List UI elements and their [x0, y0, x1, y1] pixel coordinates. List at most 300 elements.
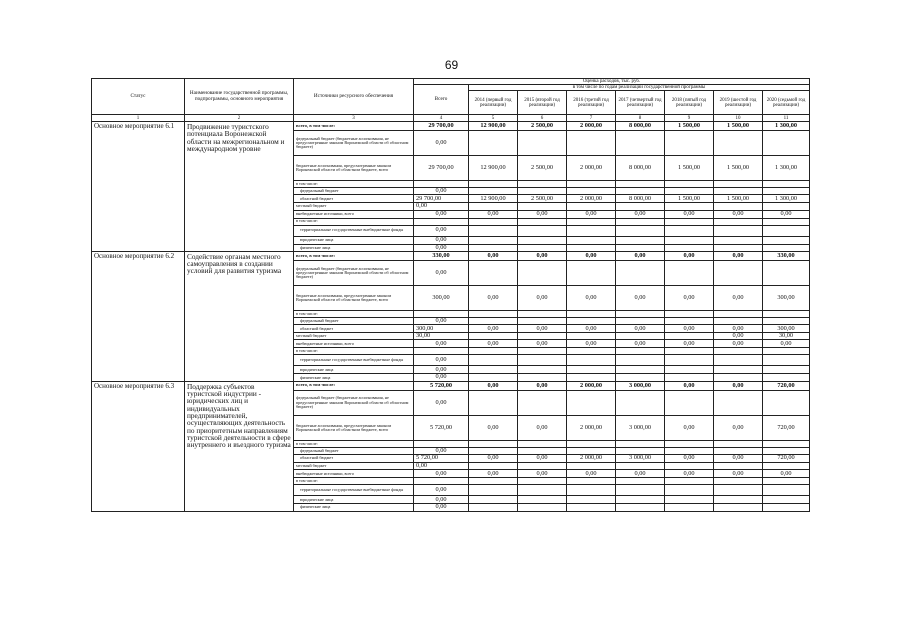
year-value [714, 374, 763, 381]
column-numbers-row [92, 115, 810, 122]
year-value [567, 181, 616, 188]
year-value [567, 366, 616, 374]
year-value [518, 244, 567, 251]
year-value [567, 355, 616, 366]
funding-source: федеральный бюджет [294, 188, 414, 195]
year-value [665, 181, 714, 188]
year-value [469, 203, 518, 210]
year-value [763, 348, 810, 355]
year-value: 0,00 [616, 470, 665, 478]
total-value: 0,00 [414, 260, 469, 285]
header-year: 2017 (четвертый год реализации) [616, 91, 665, 115]
year-value: 0,00 [616, 325, 665, 333]
section-status: Основное мероприятие 6.3 [92, 381, 185, 511]
total-value [414, 348, 469, 355]
total-value: 0,00 [414, 244, 469, 251]
funding-source: внебюджетные источники, всего [294, 470, 414, 478]
year-value [714, 485, 763, 496]
year-value [763, 225, 810, 236]
year-value [518, 218, 567, 225]
year-value: 0,00 [567, 340, 616, 348]
funding-source: в том числе: [294, 218, 414, 225]
funding-source: территориальные государственные внебюджетные фонды [294, 485, 414, 496]
total-value: 0,00 [414, 210, 469, 218]
year-value: 300,00 [763, 325, 810, 333]
year-value [714, 236, 763, 244]
header-program-name: Наименование государственной программы, подпрограммы, основного мероприятия [185, 79, 294, 115]
table-row [92, 251, 810, 260]
year-value [763, 203, 810, 210]
total-value: 5 720,00 [414, 415, 469, 440]
year-value: 0,00 [714, 415, 763, 440]
year-value [665, 440, 714, 447]
year-value: 2 000,00 [567, 156, 616, 181]
funding-source: физические лица [294, 244, 414, 251]
year-value: 0,00 [665, 415, 714, 440]
funding-source: юридические лица [294, 496, 414, 504]
year-value [763, 366, 810, 374]
section-status: Основное мероприятие 6.2 [92, 251, 185, 381]
year-value: 0,00 [665, 285, 714, 310]
year-value [714, 131, 763, 156]
year-value [567, 447, 616, 454]
year-value: 0,00 [714, 470, 763, 478]
column-number: 7 [567, 115, 616, 122]
year-value [469, 390, 518, 415]
year-value: 0,00 [714, 381, 763, 390]
year-value: 2 000,00 [567, 195, 616, 203]
year-value [763, 478, 810, 485]
total-value: 5 720,00 [414, 455, 469, 463]
year-value: 0,00 [714, 340, 763, 348]
year-value: 8 000,00 [616, 156, 665, 181]
funding-source: в том числе: [294, 440, 414, 447]
year-value [567, 440, 616, 447]
year-value [518, 496, 567, 504]
funding-source: физические лица [294, 374, 414, 381]
section-name: Содействие органам местного самоуправления в создании условий для развития туризма [185, 251, 294, 381]
year-value [616, 333, 665, 340]
total-value: 0,00 [414, 496, 469, 504]
year-value [616, 244, 665, 251]
year-value [469, 463, 518, 470]
column-number: 4 [414, 115, 469, 122]
year-value: 0,00 [518, 285, 567, 310]
year-value [518, 348, 567, 355]
funding-source: областной бюджет [294, 325, 414, 333]
year-value: 0,00 [518, 210, 567, 218]
year-value [665, 504, 714, 511]
year-value [469, 181, 518, 188]
funding-source: всего, в том числе: [294, 381, 414, 390]
year-value: 0,00 [518, 415, 567, 440]
year-value [469, 188, 518, 195]
year-value [616, 260, 665, 285]
year-value [763, 374, 810, 381]
year-value [616, 181, 665, 188]
funding-source: областной бюджет [294, 455, 414, 463]
year-value: 0,00 [714, 333, 763, 340]
year-value [616, 447, 665, 454]
year-value [665, 131, 714, 156]
total-value [414, 310, 469, 317]
year-value [665, 203, 714, 210]
year-value [469, 244, 518, 251]
year-value [567, 348, 616, 355]
year-value [616, 203, 665, 210]
year-value: 300,00 [763, 285, 810, 310]
year-value [665, 366, 714, 374]
total-value: 330,00 [414, 251, 469, 260]
year-value [567, 390, 616, 415]
year-value: 720,00 [763, 455, 810, 463]
total-value: 29 700,00 [414, 156, 469, 181]
year-value [714, 447, 763, 454]
year-value [665, 260, 714, 285]
year-value: 0,00 [518, 325, 567, 333]
column-number: 9 [665, 115, 714, 122]
funding-source: федеральный бюджет (бюджетные ассигнования, не предусмотренные законом Воронежской области об областном бюджете) [294, 260, 414, 285]
year-value [714, 218, 763, 225]
total-value: 0,00 [414, 131, 469, 156]
year-value [616, 390, 665, 415]
year-value: 0,00 [469, 470, 518, 478]
year-value: 8 000,00 [616, 195, 665, 203]
year-value: 0,00 [518, 251, 567, 260]
year-value [665, 333, 714, 340]
year-value: 2 000,00 [567, 381, 616, 390]
year-value: 0,00 [763, 210, 810, 218]
column-number: 10 [714, 115, 763, 122]
year-value: 0,00 [665, 251, 714, 260]
funding-source: местный бюджет [294, 203, 414, 210]
year-value [763, 496, 810, 504]
funding-source: всего, в том числе: [294, 122, 414, 131]
year-value [469, 478, 518, 485]
year-value: 0,00 [616, 340, 665, 348]
year-value [616, 463, 665, 470]
year-value: 0,00 [714, 210, 763, 218]
year-value [616, 374, 665, 381]
year-value [469, 496, 518, 504]
year-value [469, 366, 518, 374]
year-value [665, 225, 714, 236]
year-value: 720,00 [763, 415, 810, 440]
year-value: 0,00 [567, 470, 616, 478]
total-value [414, 478, 469, 485]
year-value [567, 203, 616, 210]
section-name: Продвижение туристского потенциала Воронежской области на межрегиональном и международном уровне [185, 122, 294, 252]
year-value: 0,00 [567, 285, 616, 310]
year-value [518, 440, 567, 447]
year-value [469, 447, 518, 454]
year-value [714, 181, 763, 188]
year-value [469, 348, 518, 355]
total-value: 0,00 [414, 374, 469, 381]
year-value [665, 310, 714, 317]
funding-source: внебюджетные источники, всего [294, 210, 414, 218]
year-value: 1 500,00 [665, 156, 714, 181]
year-value [763, 355, 810, 366]
year-value [616, 310, 665, 317]
year-value [665, 496, 714, 504]
year-value [714, 366, 763, 374]
total-value: 0,00 [414, 317, 469, 324]
year-value [469, 310, 518, 317]
year-value [518, 310, 567, 317]
year-value: 0,00 [469, 415, 518, 440]
year-value [714, 478, 763, 485]
year-value [616, 355, 665, 366]
year-value [665, 478, 714, 485]
year-value [665, 485, 714, 496]
year-value: 12 900,00 [469, 195, 518, 203]
year-value: 0,00 [763, 470, 810, 478]
page-number: 69 [444, 58, 459, 72]
total-value: 29 700,00 [414, 122, 469, 131]
year-value: 0,00 [518, 470, 567, 478]
year-value [518, 131, 567, 156]
year-value [763, 244, 810, 251]
year-value [518, 463, 567, 470]
year-value [518, 504, 567, 511]
year-value [763, 260, 810, 285]
year-value [567, 131, 616, 156]
total-value [414, 440, 469, 447]
year-value: 8 000,00 [616, 122, 665, 131]
funding-source: местный бюджет [294, 463, 414, 470]
year-value [469, 131, 518, 156]
year-value [567, 244, 616, 251]
funding-source: местный бюджет [294, 333, 414, 340]
year-value [567, 478, 616, 485]
total-value: 30,00 [414, 333, 469, 340]
total-value: 0,00 [414, 203, 469, 210]
year-value: 0,00 [567, 325, 616, 333]
year-value [567, 236, 616, 244]
year-value [714, 310, 763, 317]
year-value: 3 000,00 [616, 415, 665, 440]
year-value [567, 188, 616, 195]
year-value [518, 317, 567, 324]
year-value [714, 355, 763, 366]
year-value: 0,00 [665, 210, 714, 218]
funding-source: бюджетные ассигнования, предусмотренные законом Воронежской области об областном бюджете, всего [294, 415, 414, 440]
year-value [616, 188, 665, 195]
year-value: 0,00 [518, 381, 567, 390]
year-value [763, 236, 810, 244]
column-number: 11 [763, 115, 810, 122]
funding-source: внебюджетные источники, всего [294, 340, 414, 348]
year-value [665, 390, 714, 415]
year-value [616, 504, 665, 511]
year-value: 0,00 [469, 381, 518, 390]
year-value [665, 244, 714, 251]
year-value [567, 496, 616, 504]
year-value [763, 218, 810, 225]
year-value: 0,00 [469, 340, 518, 348]
year-value [567, 485, 616, 496]
column-number: 8 [616, 115, 665, 122]
year-value: 1 300,00 [763, 122, 810, 131]
year-value: 3 000,00 [616, 455, 665, 463]
year-value: 0,00 [567, 251, 616, 260]
year-value: 2 000,00 [567, 415, 616, 440]
year-value [763, 188, 810, 195]
year-value [714, 440, 763, 447]
total-value: 0,00 [414, 188, 469, 195]
year-value [665, 188, 714, 195]
year-value [518, 355, 567, 366]
year-value: 0,00 [665, 325, 714, 333]
year-value: 0,00 [714, 325, 763, 333]
funding-source: юридические лица [294, 366, 414, 374]
funding-source: федеральный бюджет [294, 447, 414, 454]
year-value [665, 317, 714, 324]
year-value [616, 218, 665, 225]
header-year: 2014 (первый год реализации) [469, 91, 518, 115]
year-value [665, 355, 714, 366]
year-value [567, 310, 616, 317]
funding-source: в том числе: [294, 181, 414, 188]
year-value [714, 203, 763, 210]
year-value [518, 236, 567, 244]
year-value [567, 463, 616, 470]
funding-source: бюджетные ассигнования, предусмотренные законом Воронежской области об областном бюджете, всего [294, 285, 414, 310]
year-value: 1 500,00 [714, 195, 763, 203]
funding-source: юридические лица [294, 236, 414, 244]
year-value [616, 236, 665, 244]
funding-source: физические лица [294, 504, 414, 511]
year-value [665, 218, 714, 225]
funding-source: бюджетные ассигнования, предусмотренные законом Воронежской области об областном бюджете, всего [294, 156, 414, 181]
funding-source: территориальные государственные внебюджетные фонды [294, 225, 414, 236]
header-year: 2018 (пятый год реализации) [665, 91, 714, 115]
year-value [763, 310, 810, 317]
year-value: 1 500,00 [714, 156, 763, 181]
year-value [714, 504, 763, 511]
year-value [763, 181, 810, 188]
year-value [714, 260, 763, 285]
year-value [763, 131, 810, 156]
year-value [616, 348, 665, 355]
year-value [469, 374, 518, 381]
total-value: 0,00 [414, 447, 469, 454]
year-value [518, 390, 567, 415]
year-value [714, 225, 763, 236]
funding-source: в том числе: [294, 348, 414, 355]
column-number: 6 [518, 115, 567, 122]
year-value [567, 218, 616, 225]
total-value: 0,00 [414, 390, 469, 415]
year-value: 1 500,00 [714, 122, 763, 131]
year-value [518, 260, 567, 285]
year-value: 0,00 [469, 455, 518, 463]
year-value [469, 504, 518, 511]
year-value: 2 500,00 [518, 195, 567, 203]
total-value [414, 181, 469, 188]
year-value [518, 485, 567, 496]
total-value: 0,00 [414, 355, 469, 366]
year-value [616, 366, 665, 374]
table-body [92, 122, 810, 512]
header-status: Статус [92, 79, 185, 115]
year-value [714, 496, 763, 504]
year-value [567, 225, 616, 236]
year-value: 0,00 [616, 251, 665, 260]
year-value: 0,00 [714, 285, 763, 310]
total-value [414, 218, 469, 225]
year-value [518, 333, 567, 340]
year-value [518, 203, 567, 210]
year-value [616, 478, 665, 485]
header-year: 2020 (седьмой год реализации) [763, 91, 810, 115]
funding-source: всего, в том числе: [294, 251, 414, 260]
year-value [714, 244, 763, 251]
year-value [616, 131, 665, 156]
year-value [469, 260, 518, 285]
year-value [763, 504, 810, 511]
year-value [518, 188, 567, 195]
year-value [616, 485, 665, 496]
total-value: 0,00 [414, 504, 469, 511]
total-value: 300,00 [414, 285, 469, 310]
year-value [616, 496, 665, 504]
year-value: 2 000,00 [567, 455, 616, 463]
year-value [763, 463, 810, 470]
total-value: 0,00 [414, 340, 469, 348]
header-year: 2016 (третий год реализации) [567, 91, 616, 115]
total-value: 29 700,00 [414, 195, 469, 203]
year-value [567, 260, 616, 285]
total-value: 0,00 [414, 366, 469, 374]
year-value: 1 300,00 [763, 156, 810, 181]
year-value: 0,00 [616, 285, 665, 310]
total-value: 0,00 [414, 463, 469, 470]
year-value: 720,00 [763, 381, 810, 390]
year-value: 0,00 [469, 210, 518, 218]
year-value: 0,00 [567, 210, 616, 218]
year-value [518, 447, 567, 454]
year-value [763, 390, 810, 415]
year-value [665, 447, 714, 454]
column-number: 5 [469, 115, 518, 122]
year-value [469, 236, 518, 244]
year-value: 30,00 [763, 333, 810, 340]
header-total: Всего [414, 85, 469, 115]
year-value: 0,00 [714, 251, 763, 260]
year-value [567, 333, 616, 340]
year-value: 2 000,00 [567, 122, 616, 131]
year-value: 0,00 [469, 325, 518, 333]
column-number: 2 [185, 115, 294, 122]
year-value: 0,00 [518, 340, 567, 348]
year-value: 0,00 [665, 381, 714, 390]
header-sources: Источники ресурсного обеспечения [294, 79, 414, 115]
year-value: 12 900,00 [469, 156, 518, 181]
year-value [714, 317, 763, 324]
year-value [714, 390, 763, 415]
year-value [763, 317, 810, 324]
year-value [714, 188, 763, 195]
funding-source: федеральный бюджет (бюджетные ассигнования, не предусмотренные законом Воронежской области об областном бюджете) [294, 131, 414, 156]
funding-source: областной бюджет [294, 195, 414, 203]
year-value [567, 374, 616, 381]
year-value [714, 463, 763, 470]
year-value [665, 374, 714, 381]
table-row [92, 122, 810, 131]
year-value: 0,00 [665, 470, 714, 478]
